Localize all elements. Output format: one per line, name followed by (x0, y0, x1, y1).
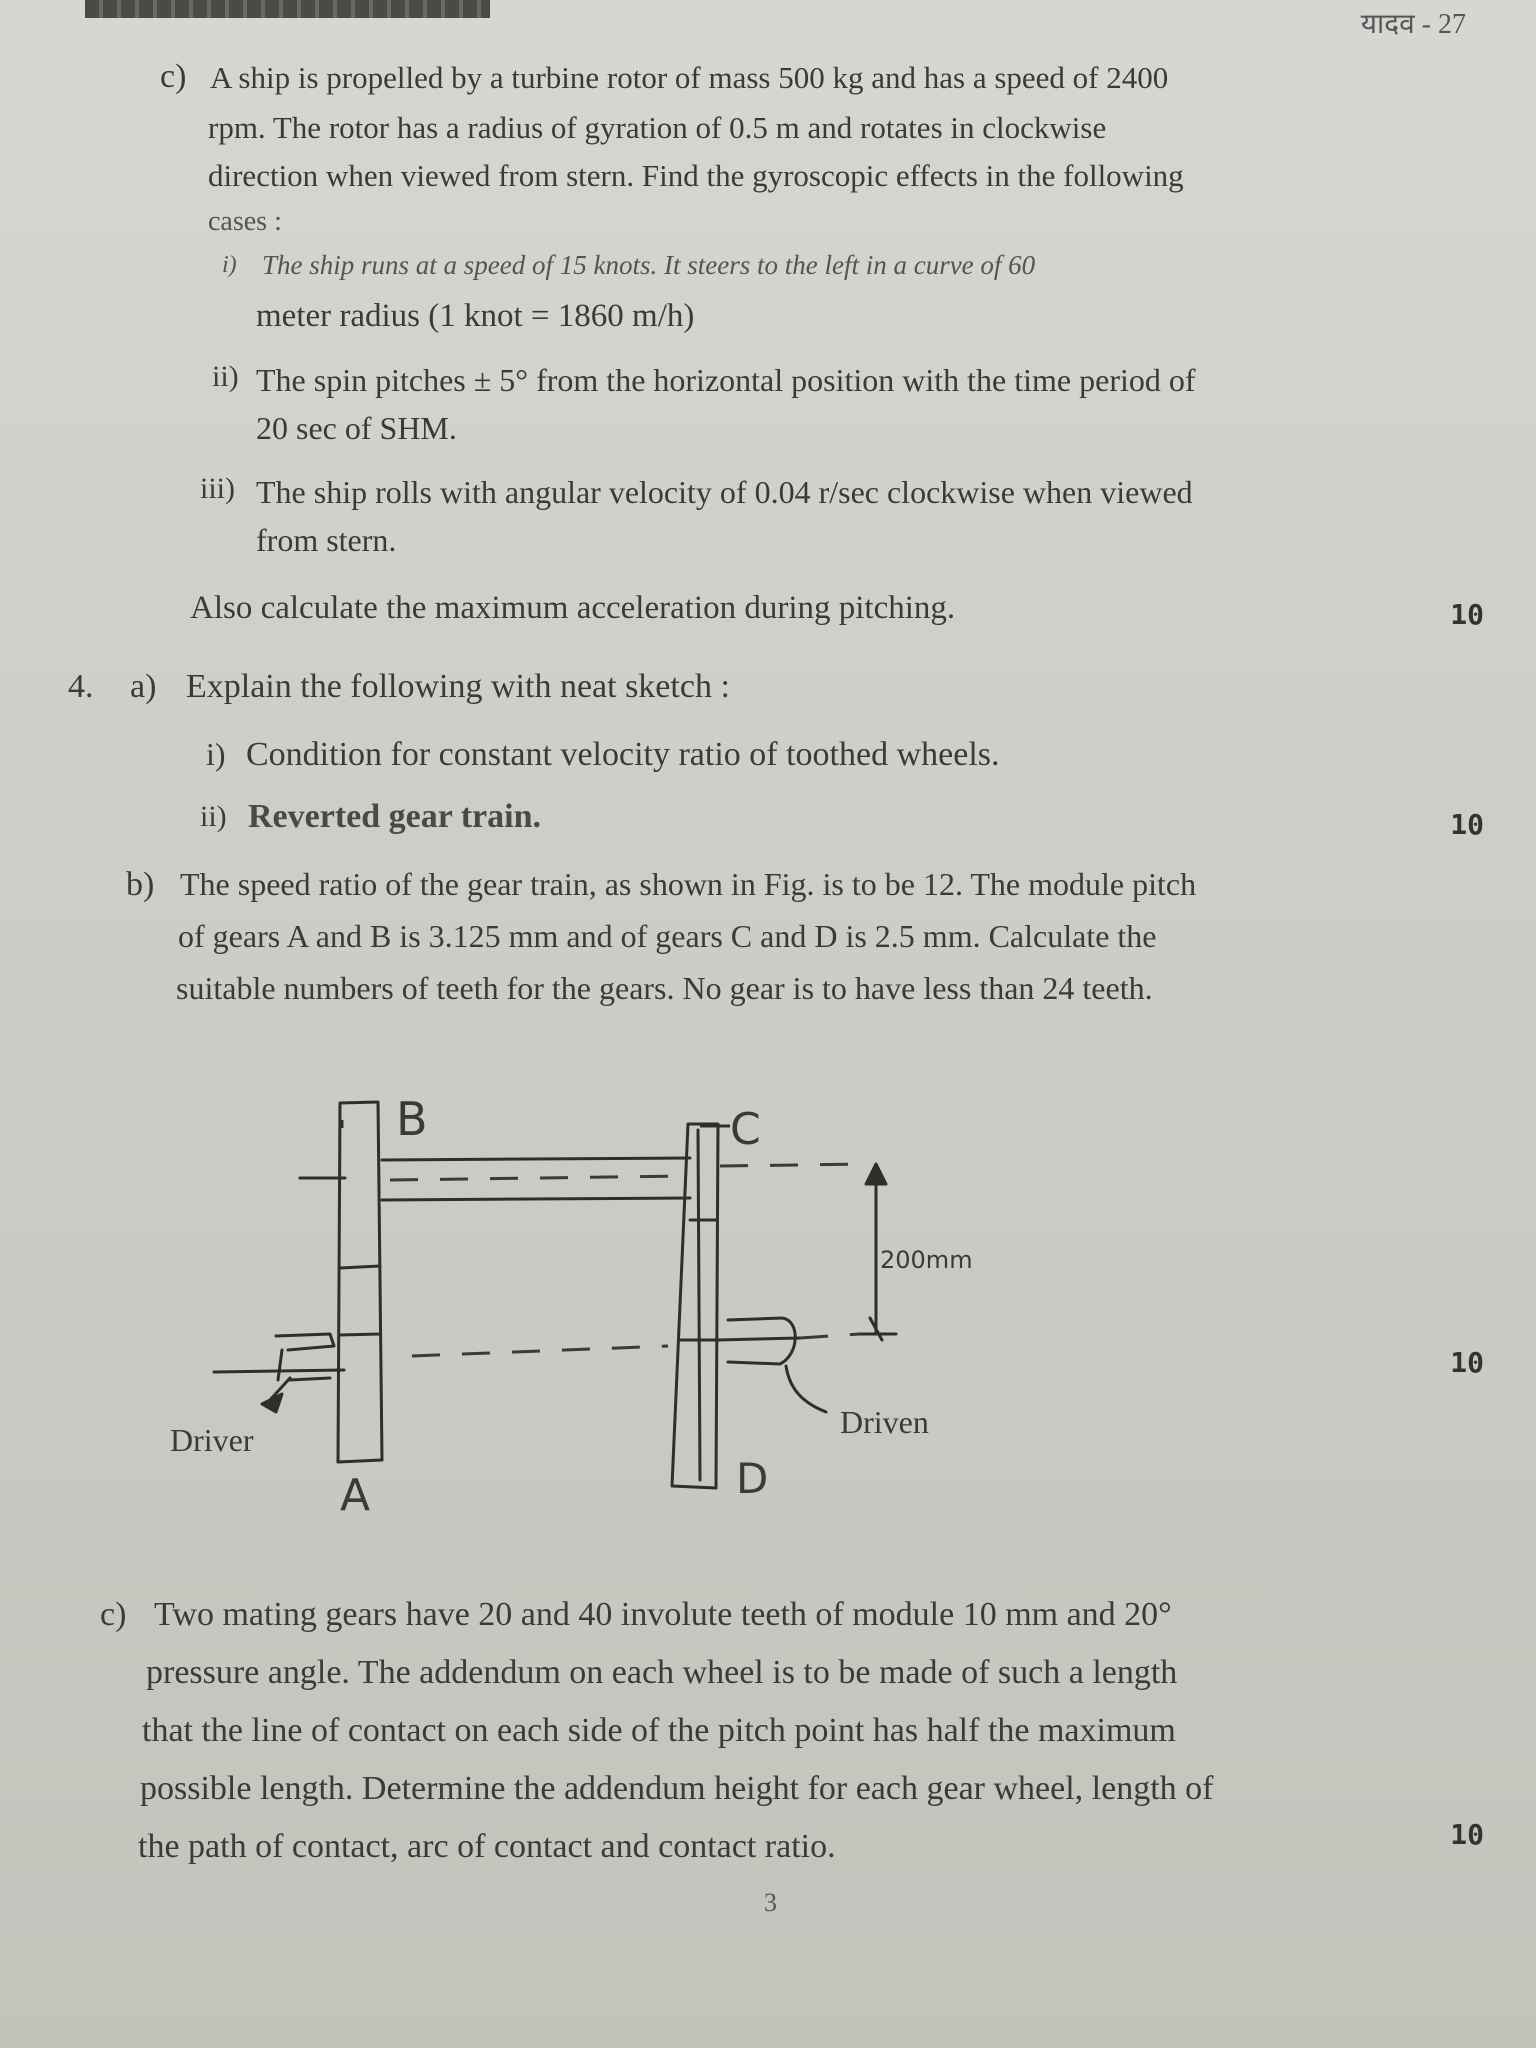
q4a-text: Explain the following with neat sketch : (186, 668, 730, 705)
q3c-line-2: rpm. The rotor has a radius of gyration of 0.5 m and rotates in clockwise (208, 110, 1107, 145)
driver-label: Driver (170, 1422, 254, 1458)
q3c-closing: Also calculate the maximum acceleration during pitching. (190, 590, 956, 626)
q3c-case-3-num: iii) (200, 472, 235, 505)
q3c-label: c) (160, 58, 187, 95)
q3c-case-3-line-1: The ship rolls with angular velocity of 0.04 r/sec clockwise when viewed (256, 474, 1193, 510)
q3c-line-4: cases : (208, 206, 282, 237)
q4c-line-4: possible length. Determine the addendum height for each gear wheel, length of (140, 1770, 1214, 1807)
q3c-case-3-line-2: from stern. (256, 522, 397, 558)
upper-centre-line (390, 1176, 686, 1180)
gear-b-label: B (396, 1092, 428, 1146)
q4b-marks: 10 (1450, 1346, 1484, 1379)
q4-number: 4. (68, 668, 94, 705)
q4a-item-2-text: Reverted gear train. (248, 798, 541, 835)
upper-shaft-top (382, 1158, 690, 1160)
q4a-item-2-num: ii) (200, 800, 227, 833)
q3c-line-3: direction when viewed from stern. Find the gyroscopic effects in the following (208, 158, 1184, 193)
q3c-case-2-num: ii) (212, 360, 239, 393)
q4b-line-1: The speed ratio of the gear train, as shown in Fig. is to be 12. The module pitch (180, 866, 1197, 902)
q4a-label: a) (130, 668, 157, 705)
q3c-case-1-num: i) (222, 252, 237, 278)
q4c-line-3: that the line of contact on each side of the pitch point has half the maximum (142, 1712, 1176, 1749)
gear-c-label: C (730, 1104, 761, 1155)
q4a-item-1-text: Condition for constant velocity ratio of toothed wheels. (246, 736, 1000, 773)
q3c-marks: 10 (1450, 598, 1484, 631)
q4c-line-1: Two mating gears have 20 and 40 involute teeth of module 10 mm and 20° (154, 1596, 1172, 1633)
lower-centre-line (412, 1346, 668, 1356)
q3c-case-2-line-2: 20 sec of SHM. (256, 410, 457, 446)
page-ref: यादव - 27 (1360, 9, 1466, 40)
driver-shaft (214, 1370, 344, 1372)
q4b-line-2: of gears A and B is 3.125 mm and of gears C and D is 2.5 mm. Calculate the (178, 918, 1157, 954)
q4c-label: c) (100, 1596, 127, 1633)
driven-shaft (718, 1338, 800, 1340)
driven-label: Driven (840, 1404, 929, 1440)
gear-a-b-body (338, 1102, 382, 1462)
upper-shaft-bottom (382, 1198, 690, 1200)
page-number: 3 (764, 1888, 777, 1917)
q4c-line-2: pressure angle. The addendum on each wheel is to be made of such a length (146, 1654, 1178, 1691)
gear-c-d-body (672, 1124, 718, 1488)
q3c-case-1-line-2: meter radius (1 knot = 1860 m/h) (256, 298, 695, 334)
q4a-item-1-num: i) (206, 736, 226, 772)
q4c-line-5: the path of contact, arc of contact and contact ratio. (138, 1828, 836, 1865)
dimension-label: 200mm (880, 1246, 973, 1274)
gear-a-label: A (340, 1470, 371, 1521)
q4b-label: b) (126, 866, 155, 903)
q3c-case-1-line-1: The ship runs at a speed of 15 knots. It steers to the left in a curve of 60 (262, 250, 1036, 280)
q3c-line-1: A ship is propelled by a turbine rotor of mass 500 kg and has a speed of 2400 (210, 60, 1169, 95)
q3c-case-2-line-1: The spin pitches ± 5° from the horizontal position with the time period of (256, 362, 1196, 398)
q4c-marks: 10 (1450, 1818, 1484, 1851)
gear-d-label: D (736, 1454, 769, 1503)
q4b-line-3: suitable numbers of teeth for the gears. No gear is to have less than 24 teeth. (176, 970, 1153, 1006)
top-edge-strip (85, 0, 490, 18)
q4a-marks: 10 (1450, 808, 1484, 841)
